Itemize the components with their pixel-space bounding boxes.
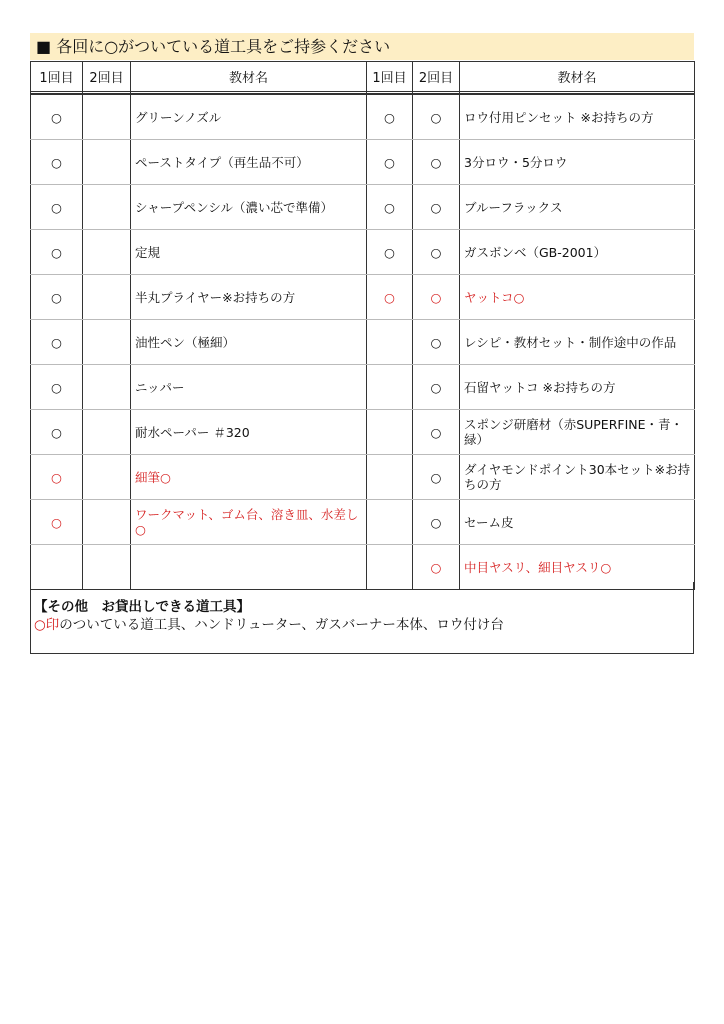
right-round1-mark: ○ bbox=[367, 94, 413, 140]
right-round1-mark: ○ bbox=[367, 230, 413, 275]
right-round1-mark bbox=[367, 455, 413, 500]
left-material-name: 定規 bbox=[131, 230, 367, 275]
left-round2-mark bbox=[83, 230, 131, 275]
footer-note bbox=[30, 582, 694, 654]
section-title: ■ 各回に○がついている道工具をご持参ください bbox=[30, 33, 694, 60]
right-round2-mark: ○ bbox=[413, 320, 460, 365]
right-round2-mark: ○ bbox=[413, 140, 460, 185]
footer-title: 【その他 お貸出しできる道工具】 bbox=[34, 599, 250, 615]
left-material-name: シャープペンシル（濃い芯で準備） bbox=[131, 185, 367, 230]
right-round2-mark: ○ bbox=[413, 365, 460, 410]
right-round2-mark: ○ bbox=[413, 500, 460, 545]
left-round1-mark: ○ bbox=[31, 140, 83, 185]
left-round1-mark: ○ bbox=[31, 410, 83, 455]
right-material-name: ガスボンベ（GB-2001） bbox=[460, 230, 695, 275]
table-row bbox=[31, 275, 695, 320]
table-row bbox=[31, 185, 695, 230]
right-material-name: 石留ヤットコ ※お持ちの方 bbox=[460, 365, 695, 410]
header-round2-right: 2回目 bbox=[413, 62, 460, 92]
left-material-name: 半丸プライヤー※お持ちの方 bbox=[131, 275, 367, 320]
right-material-name: 3分ロウ・5分ロウ bbox=[460, 140, 695, 185]
table-row bbox=[31, 455, 695, 500]
left-round2-mark bbox=[83, 275, 131, 320]
left-round1-mark: ○ bbox=[31, 320, 83, 365]
left-round1-mark: ○ bbox=[31, 185, 83, 230]
table-row bbox=[31, 140, 695, 185]
left-round2-mark bbox=[83, 185, 131, 230]
header-round1-right: 1回目 bbox=[367, 62, 413, 92]
left-material-name: グリーンノズル bbox=[131, 94, 367, 140]
right-round1-mark bbox=[367, 410, 413, 455]
left-material-name: ニッパー bbox=[131, 365, 367, 410]
left-round2-mark bbox=[83, 320, 131, 365]
header-round2-left: 2回目 bbox=[83, 62, 131, 92]
left-round1-mark: ○ bbox=[31, 365, 83, 410]
left-round2-mark bbox=[83, 500, 131, 545]
right-material-name: ブルーフラックス bbox=[460, 185, 695, 230]
left-round2-mark bbox=[83, 455, 131, 500]
left-material-name: 細筆○ bbox=[131, 455, 367, 500]
right-round2-mark: ○ bbox=[413, 185, 460, 230]
tools-table bbox=[30, 61, 695, 590]
left-round2-mark bbox=[83, 365, 131, 410]
right-material-name: ロウ付用ピンセット ※お持ちの方 bbox=[460, 94, 695, 140]
table-row bbox=[31, 500, 695, 545]
left-round1-mark: ○ bbox=[31, 94, 83, 140]
right-material-name: ダイヤモンドポイント30本セット※お持ちの方 bbox=[460, 455, 695, 500]
footer-text: のついている道工具、ハンドリューター、ガスバーナー本体、ロウ付け台 bbox=[59, 617, 504, 633]
table-row bbox=[31, 320, 695, 365]
left-material-name: ワークマット、ゴム台、溶き皿、水差し○ bbox=[131, 500, 367, 545]
left-round1-mark: ○ bbox=[31, 500, 83, 545]
right-round2-mark: ○ bbox=[413, 455, 460, 500]
header-round1-left: 1回目 bbox=[31, 62, 83, 92]
right-material-name: スポンジ研磨材（赤SUPERFINE・青・緑） bbox=[460, 410, 695, 455]
footer-body bbox=[34, 616, 693, 634]
table-row bbox=[31, 94, 695, 140]
right-round1-mark bbox=[367, 500, 413, 545]
left-round1-mark: ○ bbox=[31, 230, 83, 275]
right-material-name: ヤットコ○ bbox=[460, 275, 695, 320]
table-row bbox=[31, 410, 695, 455]
right-round1-mark: ○ bbox=[367, 275, 413, 320]
header-material-left: 教材名 bbox=[131, 62, 367, 92]
right-material-name: レシピ・教材セット・制作途中の作品 bbox=[460, 320, 695, 365]
left-round2-mark bbox=[83, 140, 131, 185]
right-round1-mark bbox=[367, 365, 413, 410]
header-row bbox=[31, 62, 695, 92]
right-round1-mark: ○ bbox=[367, 185, 413, 230]
left-round1-mark: ○ bbox=[31, 275, 83, 320]
right-round2-mark: ○ bbox=[413, 230, 460, 275]
left-material-name: ペーストタイプ（再生品不可） bbox=[131, 140, 367, 185]
left-material-name: 耐水ペーパー ＃320 bbox=[131, 410, 367, 455]
right-round1-mark bbox=[367, 320, 413, 365]
right-material-name: セーム皮 bbox=[460, 500, 695, 545]
right-round2-mark: ○ bbox=[413, 410, 460, 455]
header-material-right: 教材名 bbox=[460, 62, 695, 92]
left-round1-mark: ○ bbox=[31, 455, 83, 500]
table-row bbox=[31, 365, 695, 410]
right-round2-mark: ○ bbox=[413, 545, 460, 590]
left-round2-mark bbox=[83, 94, 131, 140]
left-material-name: 油性ペン（極細） bbox=[131, 320, 367, 365]
right-round1-mark: ○ bbox=[367, 140, 413, 185]
right-round2-mark: ○ bbox=[413, 94, 460, 140]
footer-mark: ○印 bbox=[34, 617, 60, 633]
right-round2-mark: ○ bbox=[413, 275, 460, 320]
table-row bbox=[31, 230, 695, 275]
right-material-name: 中目ヤスリ、細目ヤスリ○ bbox=[460, 545, 695, 590]
left-round2-mark bbox=[83, 410, 131, 455]
